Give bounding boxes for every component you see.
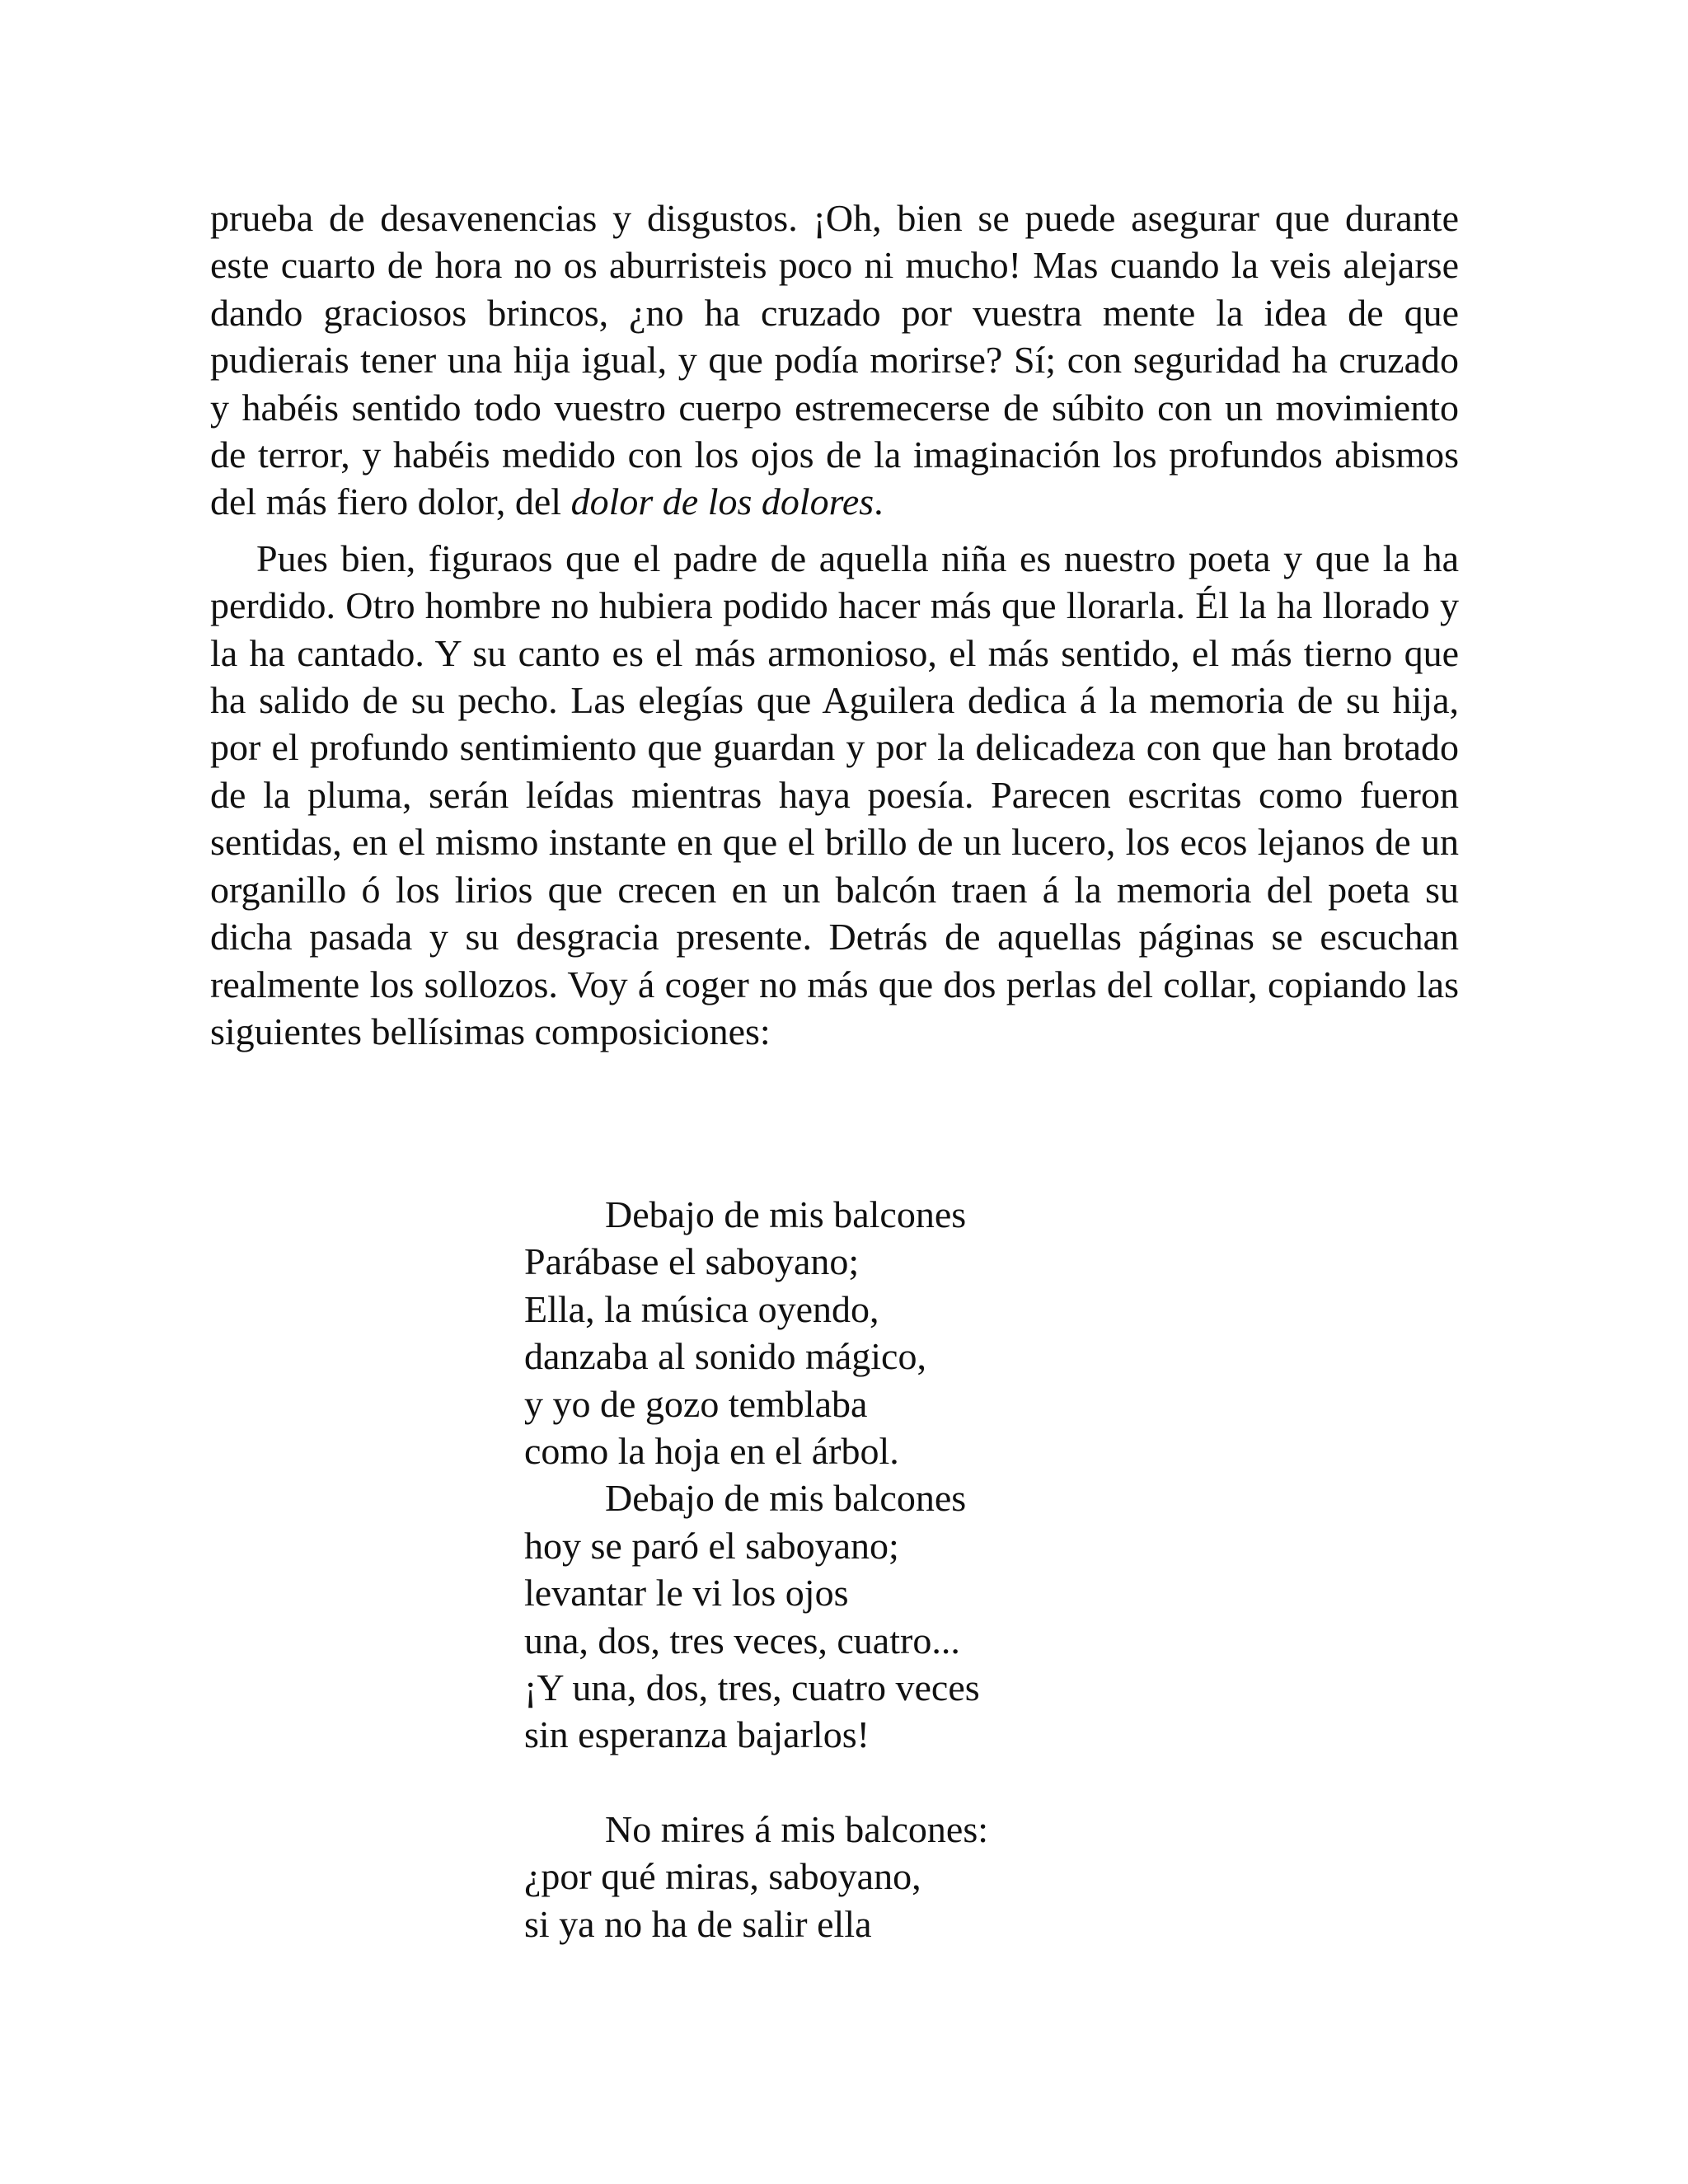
verse-line: si ya no ha de salir ella [524,1902,872,1945]
verse-line: Debajo de mis balcones [605,1193,967,1235]
verse-line: ¡Y una, dos, tres, cuatro veces [524,1666,980,1709]
verse-line: No mires á mis balcones: [605,1807,989,1850]
verse-line: Debajo de mis balcones [605,1477,967,1520]
poem-block [524,1191,988,1947]
verse-line: ¿por qué miras, saboyano, [524,1855,921,1898]
poem-stanza [524,1191,988,1759]
prose-body [210,194,1459,1055]
italic-phrase: dolor de los dolores [570,480,874,523]
paragraph-continuation [210,194,1459,526]
poem-stanza [524,1806,988,1947]
verse-line: danzaba al sonido mágico, [524,1335,926,1378]
verse-line: hoy se paró el saboyano; [524,1524,899,1567]
verse-line: una, dos, tres veces, cuatro... [524,1619,960,1661]
verse-line: Parábase el saboyano; [524,1240,860,1283]
paragraph-text: prueba de desavenencias y disgustos. ¡Oh, bien se puede asegurar que durante este cuarto de hora no os aburristeis poco ni mucho! Mas cuando la veis alejarse dando graciosos brincos, ¿no ha cruzado por vuestra mente la idea de que pudierais tener una hija igual, y que podía morirse? Sí; con seguridad ha cruzado y habéis sentido todo vuestro cuerpo estremecerse de súbito con un movimiento de terror, y habéis medido con los ojos de la imaginación los profundos abismos del más fiero dolor, del [210,197,1459,523]
verse-line: como la hoja en el árbol. [524,1430,899,1473]
verse-line: Ella, la música oyendo, [524,1287,879,1330]
paragraph-end-punctuation: . [874,480,884,523]
verse-line: levantar le vi los ojos [524,1572,849,1615]
verse-line: sin esperanza bajarlos! [524,1713,870,1756]
verse-line: y yo de gozo temblaba [524,1382,868,1425]
paragraph: Pues bien, figuraos que el padre de aquella niña es nuestro poeta y que la ha perdido. Otro hombre no hubiera podido hacer más que llorarla. Él la ha llorado y la ha cantado. Y su canto es el más armonioso, el más sentido, el más tierno que ha salido de su pecho. Las elegías que Aguilera dedica á la memoria de su hija, por el profundo sentimiento que guardan y por la delicadeza con que han brotado de la pluma, serán leídas mientras haya poesía. Parecen escritas como fueron sentidas, en el mismo instante en que el brillo de un lucero, los ecos lejanos de un organillo ó los lirios que crecen en un balcón traen á la memoria del poeta su dicha pasada y su desgracia presente. Detrás de aquellas páginas se escuchan realmente los sollozos. Voy á coger no más que dos perlas del collar, copiando las siguientes bellísimas composiciones: [210,537,1459,1052]
